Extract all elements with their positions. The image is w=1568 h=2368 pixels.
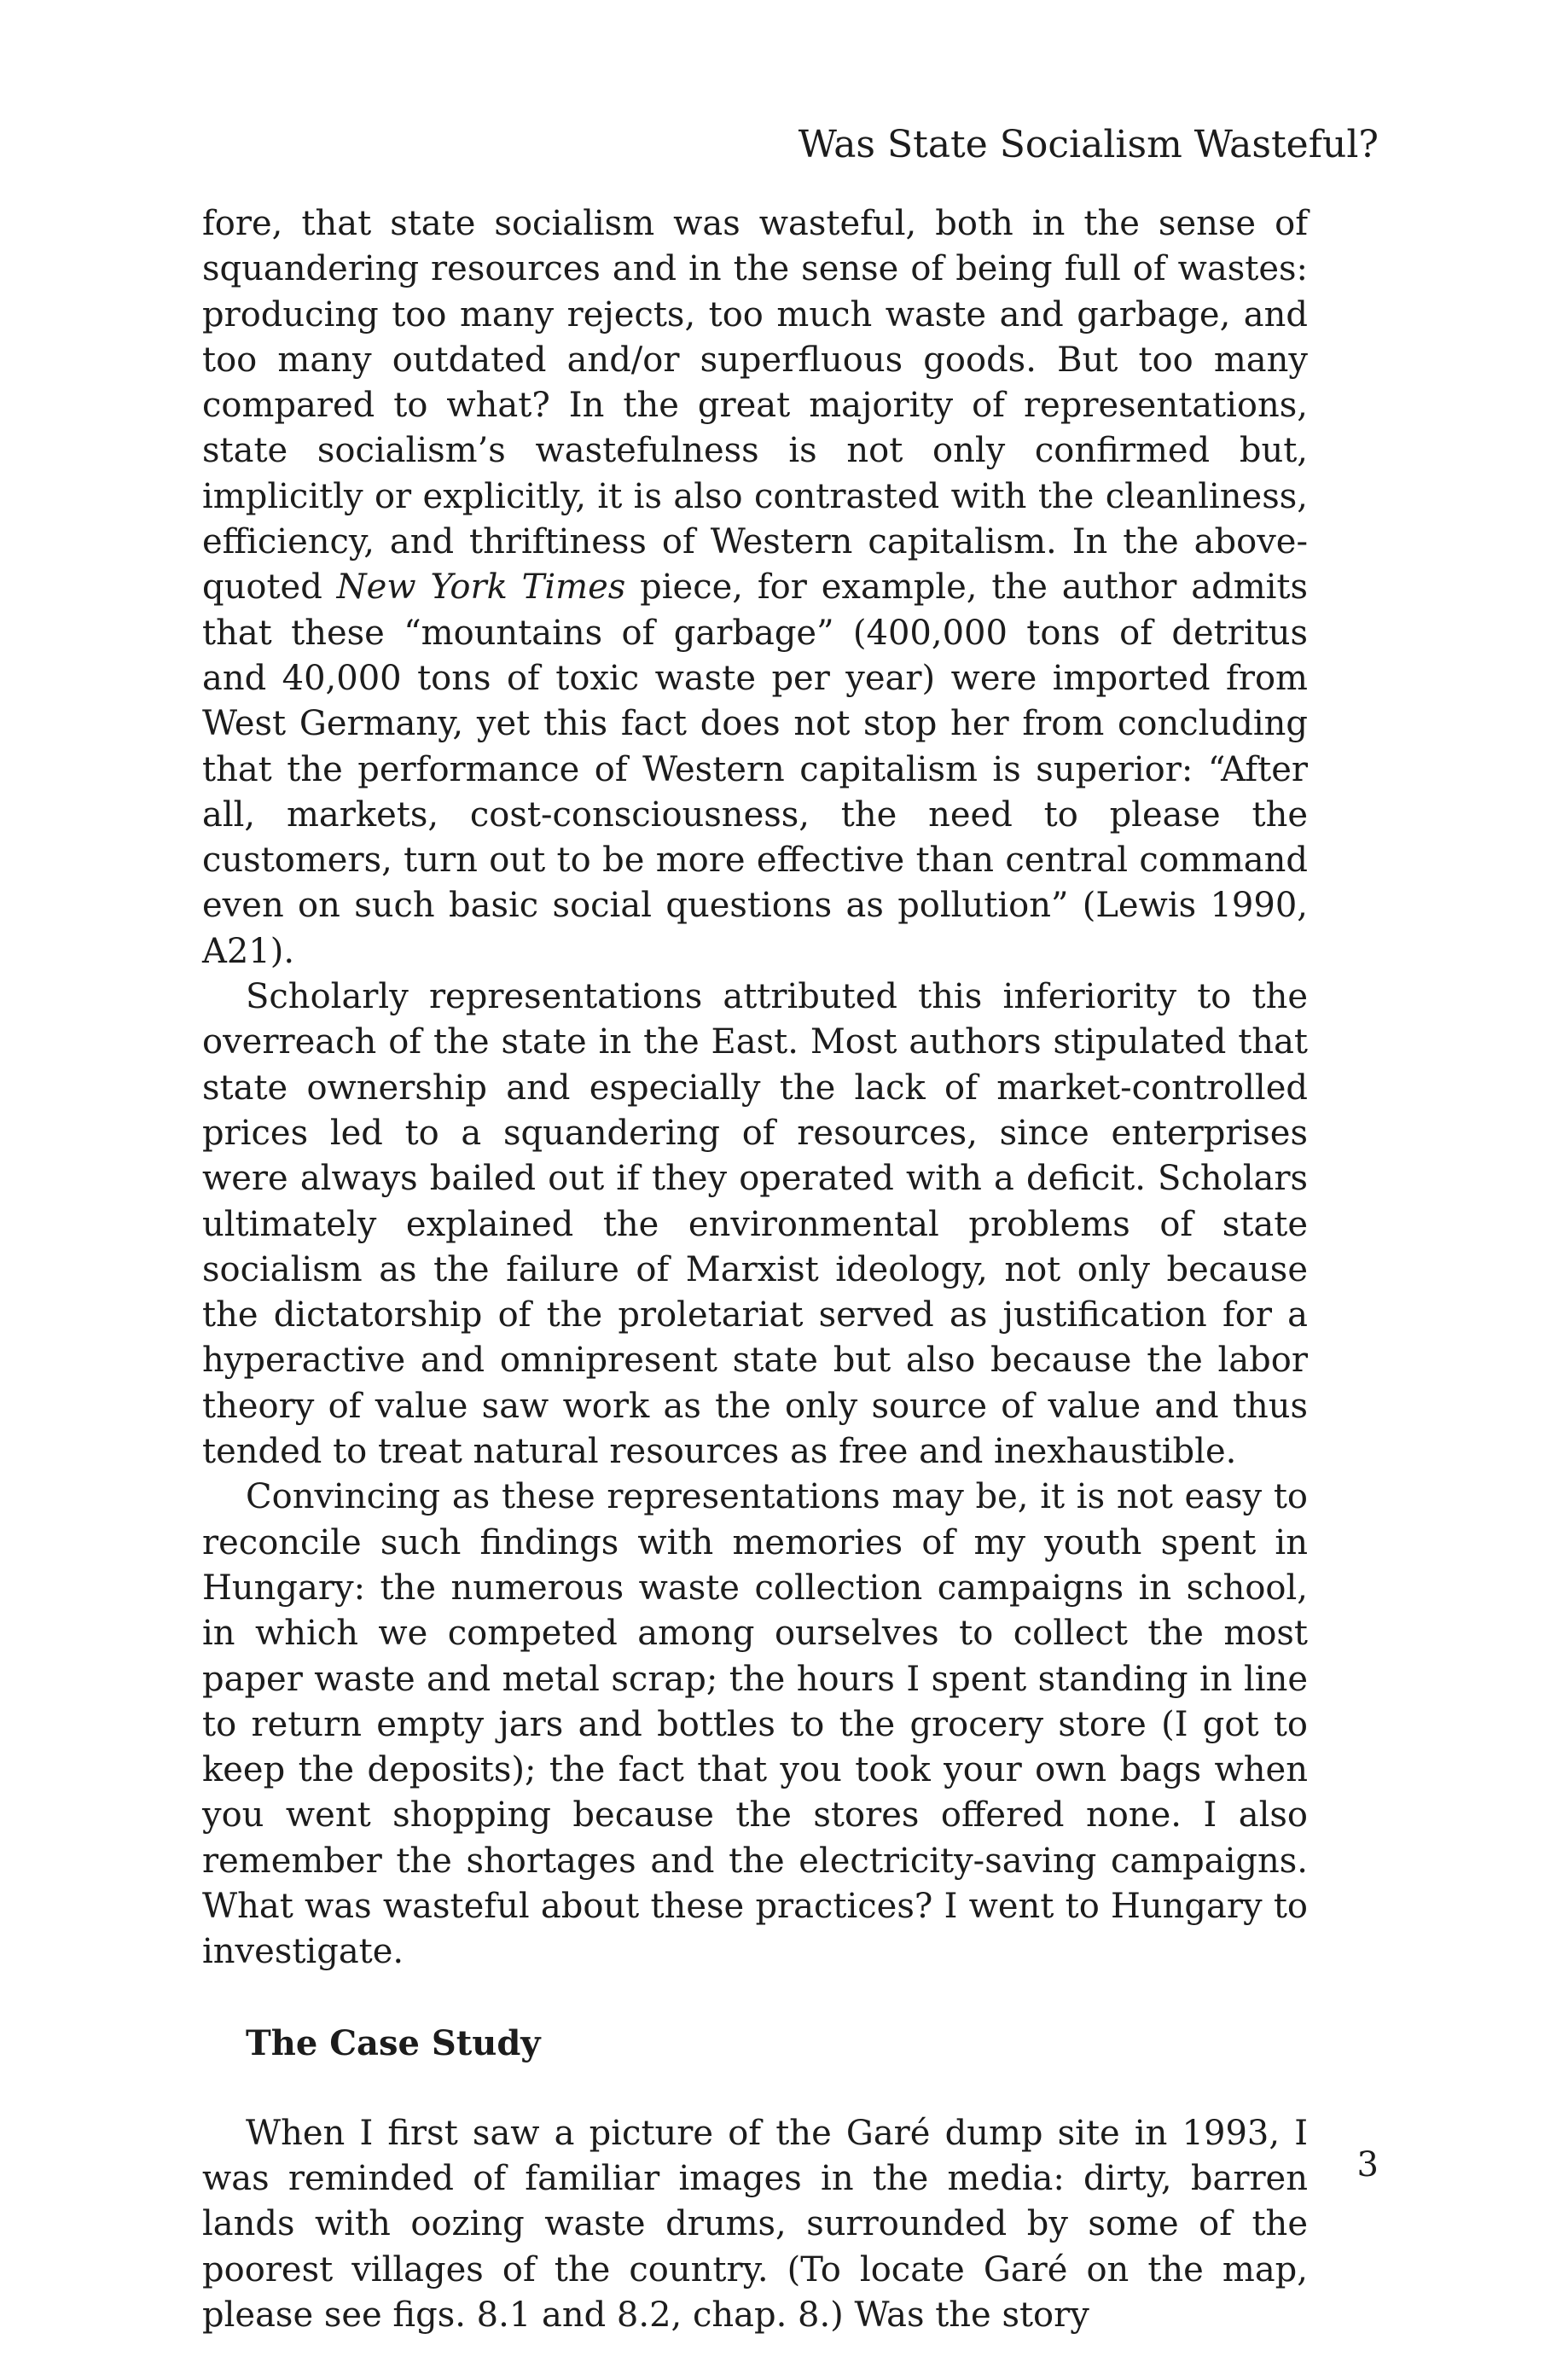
paragraph-1 [202, 201, 1308, 975]
newspaper-title-italic: New York Times [336, 567, 626, 608]
paragraph-4: When I first saw a picture of the Garé dump site in 1993, I was reminded of familiar images in the media: dirty, barren lands with oozing waste drums, surrounded by some of the poorest villages of the country. (To locate Garé on the map, please see figs. 8.1 and 8.2, chap. 8.) Was the story [202, 2113, 1308, 2336]
paragraph-1-text-end: piece, for example, the author admits that these “mountains of garbage” (400,000 tons of detritus and 40,000 tons of toxic waste per year) were imported from West Germany, yet this fact does not stop her from concluding that the performance of Western capitalism is superior: “After all, markets, cost-consciousness, the need to please the customers, turn out to be more effective than central command even on such basic social questions as pollution” (Lewis 1990, A21). [202, 567, 1309, 971]
page-number: 3 [1356, 2145, 1379, 2185]
paragraph-2: Scholarly representations attributed this inferiority to the overreach of the state in the East. Most authors stipulated that state ownership and especially the lack of market-controlled prices led to a squandering of resources, since enterprises were always bailed out if they operated with a deficit. Scholars ultimately explained the environmental problems of state socialism as the failure of Marxist ideology, not only because the dictatorship of the proletariat served as justification for a hyperactive and omnipresent state but also because the labor theory of value saw work as the only source of value and thus tended to treat natural resources as free and inexhaustible. [202, 977, 1308, 1472]
paragraph-1-text-start: fore, that state socialism was wasteful, both in the sense of squandering resources and in the sense of being full of wastes: producing too many rejects, too much waste and garbage, and too many outdated and/or superfluous goods. But too many compared to what? In the great majority of representations, state socialism’s wastefulness is not only confirmed but, implicitly or explicitly, it is also contrasted with the cleanliness, efficiency, and thriftiness of Western capitalism. In the above-quoted [202, 204, 1308, 608]
paragraph-3: Convincing as these representations may be, it is not easy to reconcile such findings with memories of my youth spent in Hungary: the numerous waste collection campaigns in school, in which we competed among ourselves to collect the most paper waste and metal scrap; the hours I spent standing in line to return empty jars and bottles to the grocery store (I got to keep the deposits); the fact that you took your own bags when you went shopping because the stores offered none. I also remember the shortages and the electricity-saving campaigns. What was wasteful about these practices? I went to Hungary to investigate. [202, 1477, 1308, 1972]
body-text [202, 201, 1308, 2338]
running-head: Was State Socialism Wasteful? [798, 123, 1379, 166]
section-heading: The Case Study [246, 2022, 541, 2063]
